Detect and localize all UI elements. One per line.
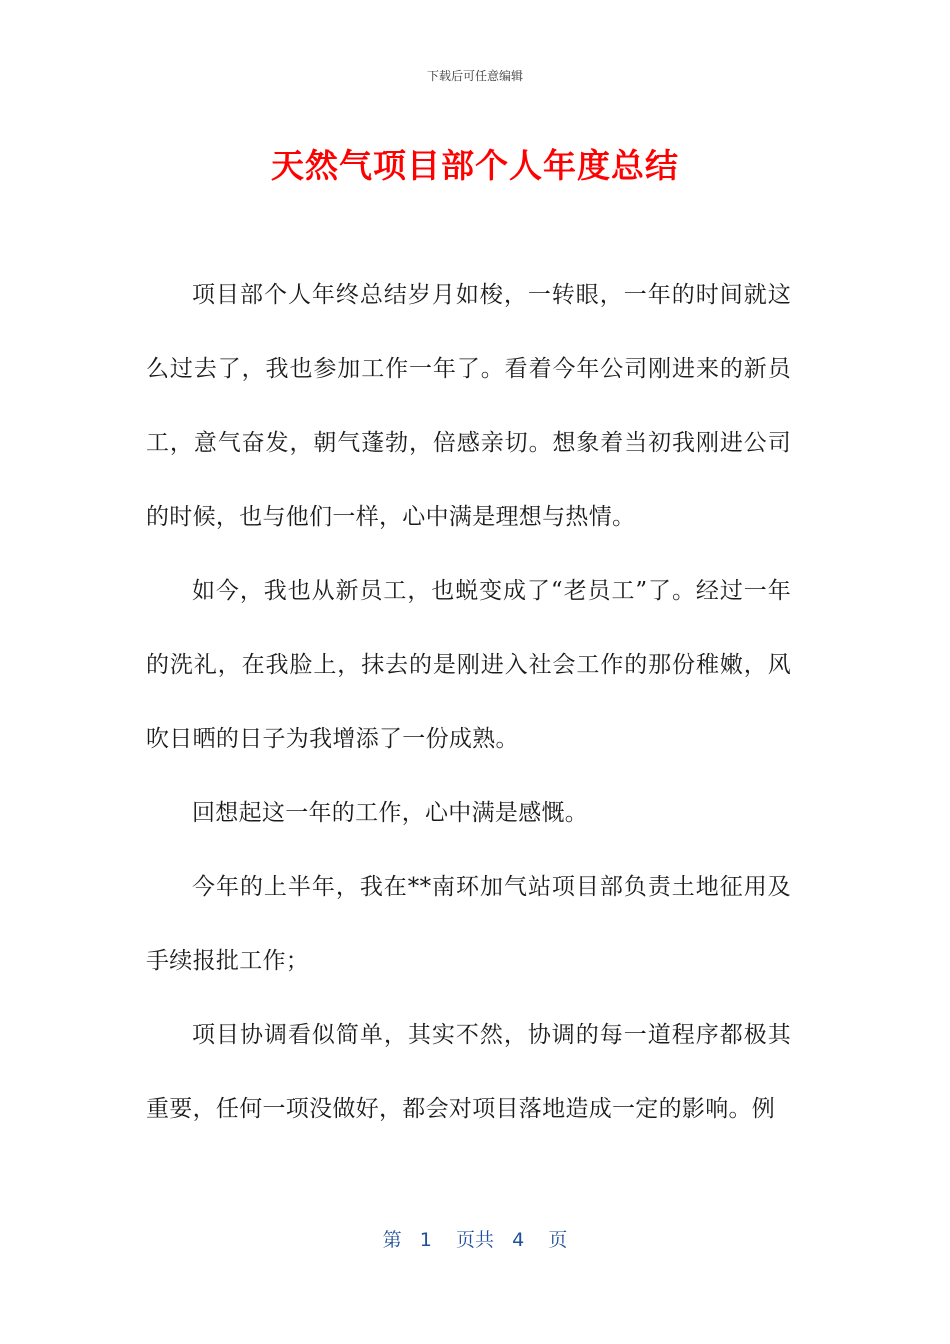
paragraph: 今年的上半年，我在**南环加气站项目部负责土地征用及手续报批工作； <box>146 874 791 974</box>
footer-prefix: 第 <box>382 1229 402 1251</box>
footer-middle: 页共 <box>455 1229 494 1251</box>
paragraph: 回想起这一年的工作，心中满是感慨。 <box>192 800 589 826</box>
paragraph: 如今，我也从新员工，也蜕变成了“老员工”了。经过一年的洗礼，在我脸上，抹去的是刚进入社会工作的那份稚嫩，风吹日晒的日子为我增添了一份成熟。 <box>146 578 791 752</box>
document-body <box>146 258 791 1146</box>
paragraph: 项目协调看似简单，其实不然，协调的每一道程序都极其重要，任何一项没做好，都会对项目落地造成一定的影响。例 <box>146 1022 791 1122</box>
total-pages-number: 4 <box>512 1229 525 1251</box>
paragraph: 项目部个人年终总结岁月如梭，一转眼，一年的时间就这么过去了，我也参加工作一年了。看着今年公司刚进来的新员工，意气奋发，朝气蓬勃，倍感亲切。想象着当初我刚进公司的时候，也与他们一样，心中满是理想与热情。 <box>146 282 791 530</box>
header-note: 下载后可任意编辑 <box>426 69 523 83</box>
page-footer <box>0 1225 950 1252</box>
current-page-number: 1 <box>419 1229 432 1251</box>
document-title: 天然气项目部个人年度总结 <box>271 146 679 185</box>
footer-suffix: 页 <box>548 1229 568 1251</box>
